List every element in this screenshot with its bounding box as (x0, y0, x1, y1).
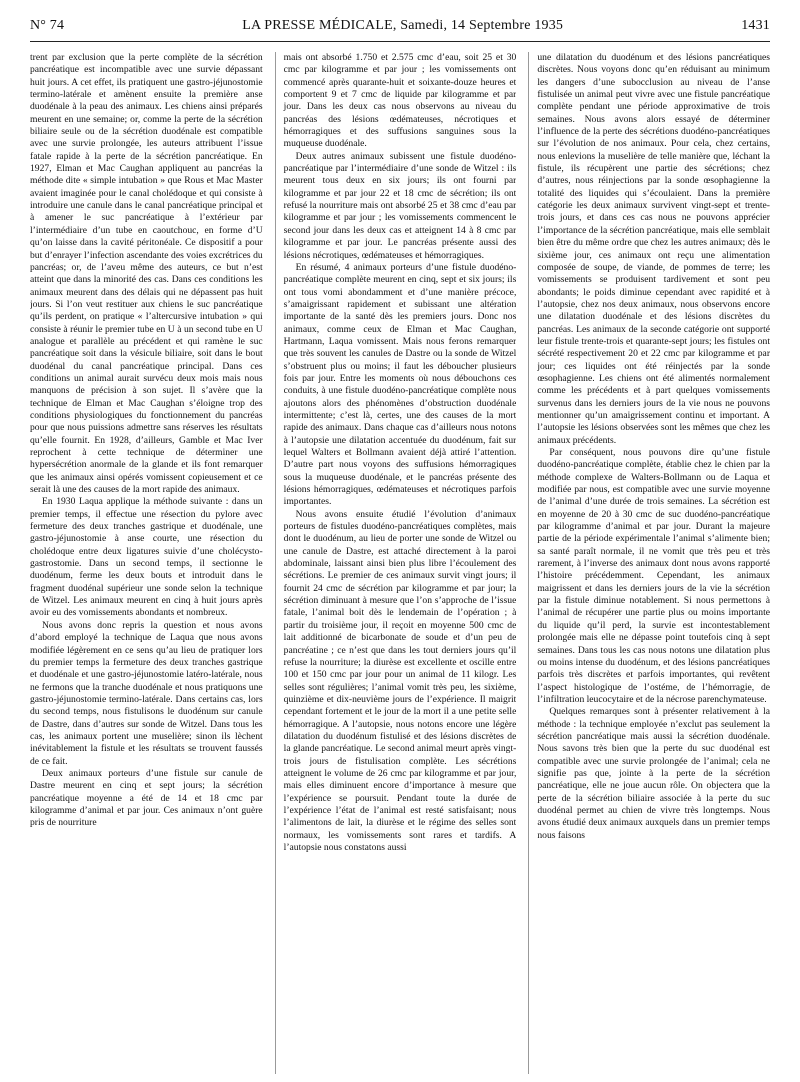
header-rule (30, 41, 770, 42)
paragraph: Deux animaux porteurs d’une fistule sur canule de Dastre meurent en cinq et sept jours; la sécrétion pancréatique moyenne a été de 14 et 18 cmc par kilogramme d’animal et par jour. Ces animaux n’ont guère pris de nourriture (30, 767, 263, 829)
paragraph: trent par exclusion que la perte complète de la sécrétion pancréatique est incompatible avec une survie dépassant huit jours. A cet effet, ils pratiquent une gastro-jéjunostomie termino-latérale et amènent ensuite la première anse duodénale à la peau des animaux. Les chiens ainsi préparés meurent en une semaine; or, comme la perte de la sécrétion biliaire seule ou de la sécrétion duodénale est compatible avec une survie prolongée, les auteurs attribuent l’issue fatale rapide à la perte de la sécrétion pancréatique. En 1927, Elman et Mac Caughan appliquent au pancréas la méthode dite « simple intubation » que Rous et Mac Master avaient imaginée pour le canal cholédoque et qui consiste à introduire une canule dans le canal pancréatique principal et à amener le suc pancréatique à l’extérieur par l’intermédiaire d’un tube en caoutchouc, en forme d’U qu’on laisse dans la cavité péritonéale. Ce dispositif a pour but d’enrayer l’infection ascendante des voies excrétrices du pancréas; or, de l’aveu même des auteurs, ce but n’est atteint que dans la minorité des cas. Dans ces conditions les animaux meurent dans des délais qui ne dépassent pas huit jours. Si l’on veut restituer aux chiens le suc pancréatique qu’ils perdent, on pratique « l’altercursive intubation » qui consiste à réunir le premier tube en U à un second tube en U analogue et parallèle au précédent et qui ramène le suc pancréatique soit dans la vésicule biliaire, soit dans le bout duodénal du canal pancréatique principal. Dans ces conditions un animal aurait survécu deux mois mais nous manquons de précision à son sujet. Il s’avère que la technique de Elman et Mac Caughan s’éloigne trop des conditions physiologiques du fonctionnement du pancréas pour que nous puissions admettre sans réserves les résultats qu’elle fournit. En 1928, d’ailleurs, Gamble et Mac Iver reprochent à cette technique de déterminer une hypersécrétion anormale de la glande et ils font remarquer que les animaux ainsi opérés vomissent copieusement et ce serait là une des causes de la mort rapide des animaux. (30, 52, 263, 496)
paragraph: En résumé, 4 animaux porteurs d’une fistule duodéno-pancréatique complète meurent en cinq, sept et six jours; ils ont tous vomi abondamment et d’une manière précoce, s’amaigrissant rapidement et subissant une altération importante de la santé dès les premiers jours. Donc nos animaux, comme ceux de Elman et Mac Caughan, Hartmann, Laqua vomissent. Mais nous ferons remarquer que très souvent les canules de Dastre ou la sonde de Witzel s’obstruent plus ou moins; il faut les déboucher plusieurs fois par jour. Entre les moments où nous débouchons ces conduits, à une fistule duodéno-pancréatique complète nous ajoutons alors des phénomènes d’obstruction duodénale intermittente; c’est là, certes, une des causes de la mort rapide des animaux. Dans chaque cas d’ailleurs nous notons à l’autopsie une dilatation accentuée du duodénum, fait sur lequel Walters et Bollmann avaient déjà attiré l’attention. D’autre part nous voyons des suffusions hémorragiques sous la muqueuse duodénale, et le pancréas présente des lésions hémorragiques, œdémateuses et nécrotiques parfois importantes. (283, 261, 517, 508)
column-2 (275, 52, 517, 1074)
paragraph: mais ont absorbé 1.750 et 2.575 cmc d’eau, soit 25 et 30 cmc par kilogramme et par jour ; les vomissements ont commencé après quarante-huit et soixante-douze heures et comportent 9 et 7 cmc de liquide par kilogramme et par jour. Dans les deux cas nous observons au niveau du pancréas des lésions œdémateuses, nécrotiques et hémorragiques et des suffusions sanguines sous la muqueuse duodénale. (283, 52, 517, 150)
paragraph: En 1930 Laqua applique la méthode suivante : dans un premier temps, il effectue une résection du pylore avec fermeture des deux tranches gastrique et duodénale, une gastro-jéjunostomie à anse courte, une résection du cholédoque entre deux ligatures suivie d’une cholécysto-gastrostomie. Dans un second temps, il sectionne le duodénum, ferme les deux bouts et introduit dans le fragment duodénal supérieur une sonde selon la technique de Witzel. Les animaux meurent en cinq à huit jours après avoir eu des vomissements abondants et nombreux. (30, 496, 263, 619)
paragraph: une dilatation du duodénum et des lésions pancréatiques discrètes. Nous voyons donc qu’en réduisant au minimum les dangers d’une subocclusion au niveau de l’anse fistulisée un animal peut vivre avec une fistule pancréatique complète pendant une période approximative de trois semaines. Nous avons alors essayé de déterminer l’influence de la perte des sécrétions duodéno-pancréatiques sur l’évolution de nos animaux. Pour cela, chez certains, nous enlevions la muselière de telle manière que, léchant la fistule, ils récupèrent une partie des sécrétions; chez d’autres, nous réinjections par la sonde œsophagienne la totalité des liquides qui s’écoulaient. Dans la première catégorie les deux animaux survivent vingt-sept et trente-trois jours, et dans ces cas nous ne pouvons apprécier l’importance de la sécrétion pancréatique, mais elle semblait bien être du même ordre que chez les autres animaux; dès le sixième jour, ces animaux ont reçu une alimentation composée de soupe, de viande, de pommes de terre; les vomissements se produisent tardivement et sont peu abondants; le poids diminue cependant avec rapidité et à l’autopsie, chez nos deux animaux, nous observons encore une dilatation duodénale et des lésions discrètes du pancréas. Les animaux de la seconde catégorie ont supporté leur fistule trente-trois et quarante-sept jours; les fistules ont sécrété respectivement 20 et 22 cmc par kilogramme et par jour; ces liquides ont été réinjectés par la sonde œsophagienne. Les chiens ont été alimentés normalement comme les précédents et à part quelques vomissements survenus dans les derniers jours de la vie nous ne pouvons mentionner qu’un amaigrissement continu et important. A l’autopsie les lésions observées sont les mêmes que chez les animaux précédents. (537, 52, 770, 446)
paragraph: Par conséquent, nous pouvons dire qu’une fistule duodéno-pancréatique complète, établie chez le chien par la méthode complexe de Walters-Bollmann ou de Laqua et modifiée par nous, est compatible avec une survie moyenne de l’animal d’une durée de trois semaines. La sécrétion est en moyenne de 20 à 30 cmc de suc duodéno-pancréatique par kilogramme d’animal et par jour. Durant la majeure partie de la période expérimentale l’animal s’alimente bien; sa santé paraît normale, il ne vomit que très peu et très rarement, à l’inverse des animaux dont nous avons rapporté l’histoire précédemment. Cependant, les animaux maigrissent et dans les derniers jours de la vie la sécrétion par la fistule diminue notablement. Si nous permettons à l’animal de récupérer une partie plus ou moins importante du liquide qu’il perd, la survie est incontestablement prolongée mais elle ne dépasse point toutefois cinq à sept semaines. Dans tous les cas nous notons une dilatation plus ou moins intense du duodénum, et des lésions pancréatiques parfois très discrètes et parfois importantes, qui revêtent l’aspect histologique de l’ostéme, de l’hémorragie, de l’infiltration leucocytaire et de la nécrose parenchymateuse. (537, 447, 770, 705)
page-header (30, 18, 770, 40)
column-3 (528, 52, 770, 1074)
article-columns (30, 52, 770, 1074)
column-1 (30, 52, 263, 1074)
paragraph: Quelques remarques sont à présenter relativement à la méthode : la technique employée n’exclut pas seulement la sécrétion pancréatique mais aussi la sécrétion duodénale. Nous savons très bien que la perte du suc duodénal est compatible avec une survie prolongée de l’animal; cela ne signifie pas que, jointe à la perte de la sécrétion pancréatique, elle ne joue aucun rôle. On objectera que la perte de la sécrétion biliaire associée à la perte du suc duodénal permet au chien de vivre très longtemps. Nous avons étudié deux animaux auxquels dans un premier temps nous faisons (537, 706, 770, 841)
paragraph: Nous avons ensuite étudié l’évolution d’animaux porteurs de fistules duodéno-pancréatiques complètes, mais dont le duodénum, au lieu de porter une sonde de Witzel ou une canule de Dastre, est attaché directement à la paroi abdominale, laissant ainsi bien plus libre l’écoulement des sécrétions. Le premier de ces animaux survit vingt jours; il fournit 24 cmc de sécrétion par kilogramme et par jour; la sécrétion diminuant à mesure que l’on s’approche de l’issue fatale, l’animal boit dès le lendemain de l’opération ; à partir du troisième jour, il reçoit en moyenne 500 cmc de lait additionné de bicarbonate de soude et d’un peu de pancréatine ; ce n’est que dans les tout derniers jours qu’il refuse la nourriture; la diurèse est excellente et oscille entre 100 et 150 cmc par jour pour un animal de 11 kilogr. Les selles sont régulières; l’animal vomit très peu, les sixième, quinzième et dix-neuvième jours de l’expérience. Il maigrit cependant fortement et le jour de la mort il a une petite selle hémorragique. A l’autopsie, nous notons encore une légère dilatation du duodénum fistulisé et des lésions discrètes de la glande pancréatique. Le second animal meurt après vingt-trois jours de fistulisation complète. Les sécrétions atteignent le volume de 26 cmc par kilogramme et par jour, mais elles diminuent encore d’importance à mesure que l’expérience se poursuit. Pendant toute la durée de l’expérience l’état de l’animal est resté satisfaisant; nous l’alimentons de lait, la diurèse et le régime des selles sont normaux, les vomissements sont rares et tardifs. A l’autopsie nous constatons aussi (283, 508, 517, 853)
paragraph: Deux autres animaux subissent une fistule duodéno-pancréatique par l’intermédiaire d’une sonde de Witzel : ils meurent tous deux en six jours; ils ont fourni par kilogramme et par jour 22 et 18 cmc de sécrétion; ils ont refusé la nourriture mais ont absorbé 25 et 38 cmc d’eau par kilogramme et par jour ; les vomissements commencent le second jour dans les deux cas et atteignent 14 à 8 cmc par kilogramme et par jour. Le pancréas présente aussi des lésions nécrotiques, œdémateuses et hémorragiques. (283, 150, 517, 261)
issue-number: N° 74 (30, 18, 65, 33)
journal-title: LA PRESSE MÉDICALE, Samedi, 14 Septembre 1935 (242, 18, 564, 33)
page-number: 1431 (741, 18, 770, 33)
paragraph: Nous avons donc repris la question et nous avons d’abord employé la technique de Laqua que nous avons modifiée légèrement en ce sens qu’au lieu de pratiquer lors du premier temps la fermeture des deux tranches gastrique et duodénale et une gastro-jéjunostomie latéro-latérale, nous ne fermons que la tranche duodénale et nous pratiquons une gastro-jéjunostomie termino-latérale. Dans certains cas, lors du second temps, nous fistulisons le duodénum sur canule de Dastre, dans d’autres sur sonde de Witzel. Dans tous les cas, les animaux portent une muselière; sinon ils lèchent inévitablement la fistule et les résultats se trouvent faussés de ce fait. (30, 619, 263, 767)
